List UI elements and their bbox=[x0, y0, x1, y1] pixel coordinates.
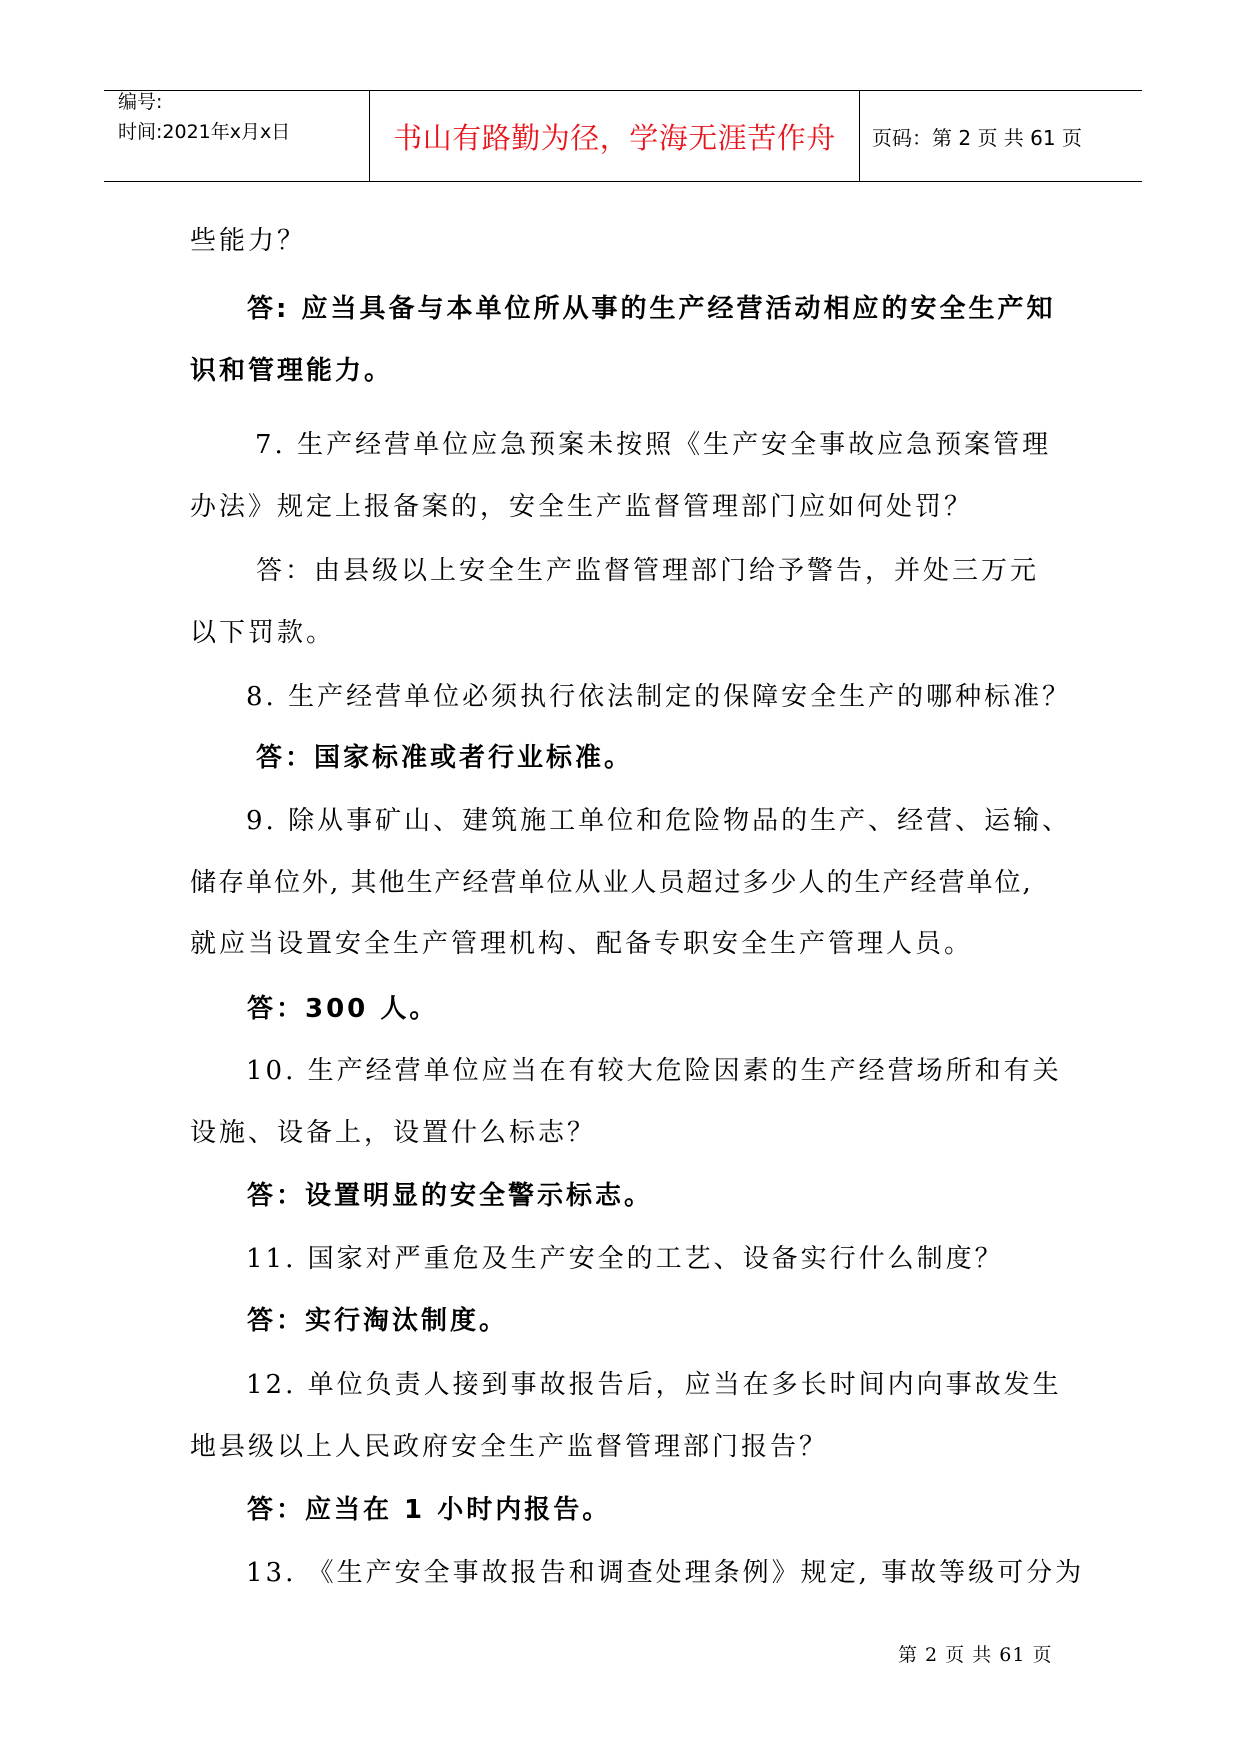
answer-line: 答：设置明显的安全警示标志。 bbox=[247, 1181, 654, 1211]
body-line: 些能力？ bbox=[190, 226, 307, 256]
answer-line: 答：应当在 1 小时内报告。 bbox=[247, 1495, 612, 1525]
question-line: 就应当设置安全生产管理机构、配备专职安全生产管理人员。 bbox=[190, 929, 974, 959]
answer-line: 答：由县级以上安全生产监督管理部门给予警告，并处三万元 bbox=[256, 556, 1040, 586]
question-line: 8. 生产经营单位必须执行依法制定的保障安全生产的哪种标准？ bbox=[246, 682, 1072, 712]
question-line: 储存单位外, 其他生产经营单位从业人员超过多少人的生产经营单位, bbox=[190, 868, 1033, 898]
answer-line: 答：300 人。 bbox=[247, 994, 439, 1024]
question-line: 7. 生产经营单位应急预案未按照《生产安全事故应急预案管理 bbox=[255, 430, 1052, 460]
question-line: 地县级以上人民政府安全生产监督管理部门报告？ bbox=[190, 1432, 829, 1462]
serial-number-label: 编号: bbox=[118, 91, 163, 113]
time-label: 时间:2021年x月x日 bbox=[118, 121, 291, 143]
header-info-cell bbox=[104, 91, 370, 181]
answer-line: 识和管理能力。 bbox=[190, 356, 394, 386]
document-header bbox=[104, 90, 1142, 182]
header-motto: 书山有路勤为径，学海无涯苦作舟 bbox=[393, 120, 836, 155]
answer-line: 答：国家标准或者行业标准。 bbox=[256, 743, 634, 773]
question-line: 办法》规定上报备案的，安全生产监督管理部门应如何处罚？ bbox=[190, 492, 974, 522]
answer-line: 答: 应当具备与本单位所从事的生产经营活动相应的安全生产知 bbox=[247, 294, 1056, 324]
question-line: 9. 除从事矿山、建筑施工单位和危险物品的生产、经营、运输、 bbox=[246, 806, 1072, 836]
question-line: 12. 单位负责人接到事故报告后，应当在多长时间内向事故发生 bbox=[246, 1370, 1062, 1400]
answer-line: 以下罚款。 bbox=[190, 618, 336, 648]
question-line: 13. 《生产安全事故报告和调查处理条例》规定, 事故等级可分为 bbox=[246, 1558, 1085, 1588]
question-line: 11. 国家对严重危及生产安全的工艺、设备实行什么制度？ bbox=[246, 1244, 1004, 1274]
header-page-code: 页码：第 2 页 共 61 页 bbox=[872, 125, 1082, 150]
footer-page-number: 第 2 页 共 61 页 bbox=[898, 1644, 1053, 1666]
header-page-cell bbox=[860, 91, 1142, 181]
header-motto-cell bbox=[370, 91, 860, 181]
question-line: 10. 生产经营单位应当在有较大危险因素的生产经营场所和有关 bbox=[246, 1056, 1062, 1086]
question-line: 设施、设备上，设置什么标志？ bbox=[190, 1118, 597, 1148]
answer-line: 答：实行淘汰制度。 bbox=[247, 1306, 509, 1336]
